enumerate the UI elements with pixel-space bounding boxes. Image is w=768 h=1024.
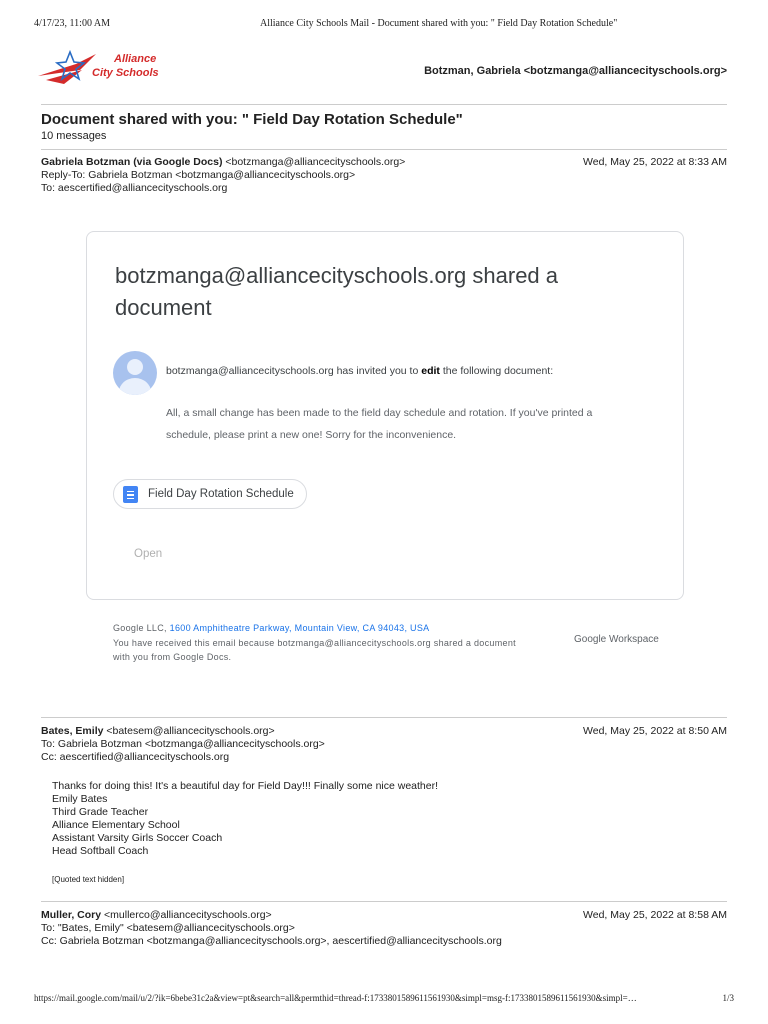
sender-email: <mullerco@alliancecityschools.org> — [104, 909, 272, 921]
message-divider — [41, 717, 727, 718]
google-workspace-logo: Google Workspace — [574, 634, 659, 645]
to-line: To: Gabriela Botzman <botzmanga@alliancecityschools.org> — [41, 738, 325, 750]
to-line: To: "Bates, Emily" <batesem@alliancecityschools.org> — [41, 922, 295, 934]
logo-text-line1: Alliance — [114, 53, 157, 65]
signature-line: Head Softball Coach — [52, 845, 149, 857]
print-url: https://mail.google.com/mail/u/2/?ik=6bebe31c2a&view=pt&search=all&permthid=thread-f:1733801589611561930&simpl=msg-f:1733801589611561930&simpl=… — [34, 993, 637, 1003]
page-number: 1/3 — [722, 993, 734, 1003]
logo-text-line2: City Schools — [92, 67, 159, 79]
share-note: All, a small change has been made to the field day schedule and rotation. If you've printed a schedule, please print a new one! Sorry for the inconvenience. — [166, 407, 593, 441]
cc-line: Cc: aescertified@alliancecityschools.org — [41, 751, 230, 763]
open-button[interactable]: Open — [134, 548, 163, 560]
signature-line: Assistant Varsity Girls Soccer Coach — [52, 832, 223, 844]
share-card-title: botzmanga@alliancecityschools.org shared a document — [115, 263, 559, 320]
avatar — [113, 351, 157, 395]
invite-prefix: botzmanga@alliancecityschools.org has invited you to — [166, 365, 419, 377]
document-chip[interactable] — [113, 479, 307, 509]
sender-email: <batesem@alliancecityschools.org> — [106, 725, 275, 737]
signature-line: Alliance Elementary School — [52, 819, 180, 831]
card-footer — [113, 621, 533, 665]
message-header — [41, 725, 727, 764]
sender-name: Bates, Emily — [41, 725, 104, 737]
google-docs-icon — [123, 486, 138, 503]
document-name: Field Day Rotation Schedule — [148, 488, 294, 500]
sender-email: <botzmanga@alliancecityschools.org> — [225, 156, 406, 168]
account-label: Botzman, Gabriela <botzmanga@alliancecityschools.org> — [424, 65, 727, 77]
reply-body — [52, 780, 438, 858]
reply-to-line: Reply-To: Gabriela Botzman <botzmanga@alliancecityschools.org> — [41, 169, 356, 181]
invite-permission: edit — [421, 365, 440, 377]
message-divider — [41, 901, 727, 902]
message-header — [41, 156, 727, 195]
message-date: Wed, May 25, 2022 at 8:50 AM — [583, 725, 727, 737]
alliance-city-schools-logo — [36, 50, 166, 94]
to-line: To: aescertified@alliancecityschools.org — [41, 182, 228, 194]
print-datetime: 4/17/23, 11:00 AM — [34, 18, 111, 29]
footer-reason: You have received this email because botzmanga@alliancecityschools.org shared a document with you from Google Docs. — [113, 637, 516, 662]
quoted-text-hidden[interactable]: [Quoted text hidden] — [52, 875, 125, 884]
message-date: Wed, May 25, 2022 at 8:58 AM — [583, 909, 727, 921]
sender-name: Gabriela Botzman (via Google Docs) — [41, 156, 223, 168]
thread-title: Document shared with you: " Field Day Rotation Schedule" — [41, 111, 463, 128]
header-divider — [41, 104, 727, 105]
cc-line: Cc: Gabriela Botzman <botzmanga@alliancecityschools.org>, aescertified@alliancecityschools.org — [41, 935, 502, 947]
reply-message: Thanks for doing this! It's a beautiful day for Field Day!!! Finally some nice weather! — [52, 780, 439, 792]
footer-company: Google LLC, — [113, 623, 167, 633]
invite-suffix: the following document: — [442, 365, 554, 377]
sender-name: Muller, Cory — [41, 909, 102, 921]
signature-line: Emily Bates — [52, 793, 108, 805]
footer-address-link[interactable]: 1600 Amphitheatre Parkway, Mountain View, CA 94043, USA — [169, 623, 430, 633]
message-header — [41, 909, 727, 948]
print-title: Alliance City Schools Mail - Document shared with you: " Field Day Rotation Schedule" — [260, 18, 618, 29]
message-date: Wed, May 25, 2022 at 8:33 AM — [583, 156, 727, 168]
invite-text — [166, 365, 553, 377]
thread-divider — [41, 149, 727, 150]
signature-line: Third Grade Teacher — [52, 806, 149, 818]
share-notification-card — [86, 231, 684, 600]
message-count: 10 messages — [41, 130, 107, 142]
